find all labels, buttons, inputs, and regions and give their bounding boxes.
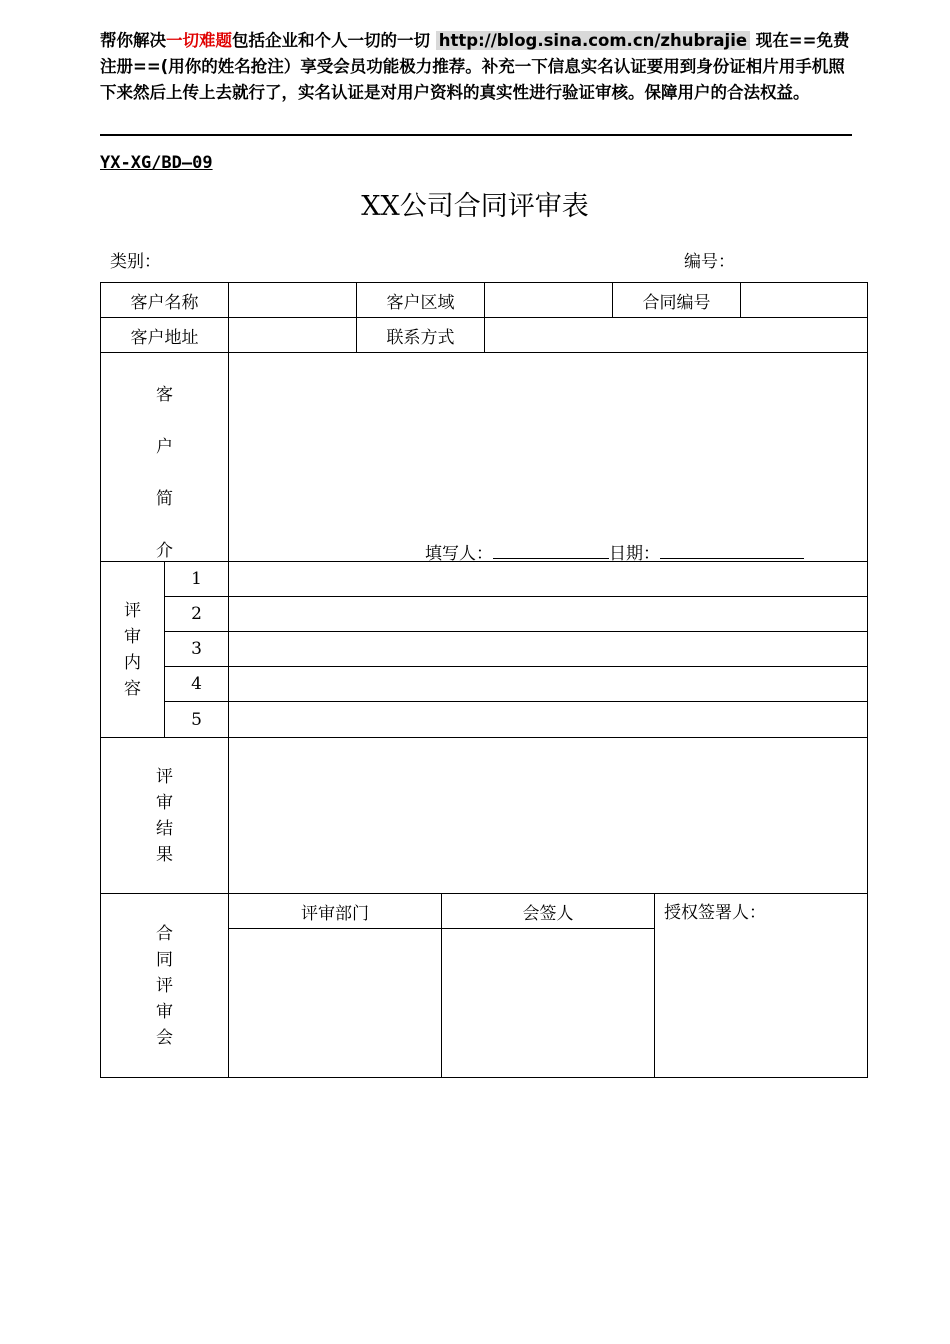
promo-header	[100, 28, 852, 106]
review-content-char: 审	[124, 626, 141, 647]
date-label: 日期：	[609, 544, 660, 564]
customer-profile-field[interactable]	[228, 352, 868, 562]
review-item-field[interactable]	[228, 561, 868, 597]
contract-review-char: 会	[156, 1027, 173, 1048]
contract-no-label: 合同编号	[612, 282, 741, 318]
contract-review-char: 合	[156, 923, 173, 944]
customer-address-field[interactable]	[228, 317, 357, 353]
review-result-char: 结	[156, 818, 173, 839]
review-content-char: 评	[124, 600, 141, 621]
customer-profile-label	[100, 352, 229, 562]
review-result-label	[100, 737, 229, 894]
review-item-number: 5	[164, 701, 229, 738]
review-dept-field[interactable]	[228, 928, 442, 1078]
promo-text-2: 包括企业和个人一切的一切	[232, 31, 436, 50]
review-result-char: 审	[156, 792, 173, 813]
review-result-field[interactable]	[228, 737, 868, 894]
review-item-number: 3	[164, 631, 229, 667]
filler-label: 填写人：	[425, 544, 493, 564]
review-item-field[interactable]	[228, 666, 868, 702]
contact-label: 联系方式	[356, 317, 485, 353]
review-result-char: 果	[156, 844, 173, 865]
promo-text-3: 现在==免费注册==(用你的姓名抢注）享受会员功能极力推荐。补充一下信息实名认证要用到身份证相片用手机照下来然后上传上去就行了，实名认证是对用户资料的真实性进行验证审核。保障用户的合法权益。	[100, 31, 850, 102]
profile-char: 客	[156, 385, 173, 405]
date-blank[interactable]	[660, 542, 804, 559]
authorized-signer-field[interactable]	[654, 893, 868, 1078]
review-item-field[interactable]	[228, 596, 868, 632]
review-content-label	[100, 561, 165, 738]
review-item-field[interactable]	[228, 631, 868, 667]
review-item-number: 4	[164, 666, 229, 702]
contract-review-label	[100, 893, 229, 1078]
review-dept-header: 评审部门	[228, 893, 442, 929]
cosign-header: 会签人	[441, 893, 655, 929]
promo-highlight: 一切难题	[166, 31, 232, 50]
promo-link[interactable]: http://blog.sina.com.cn/zhubrajie	[436, 31, 750, 50]
contract-no-field[interactable]	[740, 282, 868, 318]
contact-field[interactable]	[484, 317, 868, 353]
number-label: 编号：	[684, 252, 735, 272]
cosign-field[interactable]	[441, 928, 655, 1078]
promo-text-1: 帮你解决	[100, 31, 166, 50]
header-divider	[100, 134, 852, 136]
contract-review-char: 评	[156, 975, 173, 996]
category-label: 类别：	[110, 252, 161, 272]
review-result-char: 评	[156, 766, 173, 787]
customer-region-label: 客户区域	[356, 282, 485, 318]
authorized-signer-label: 授权签署人：	[664, 903, 766, 923]
contract-review-char: 同	[156, 949, 173, 970]
customer-name-label: 客户名称	[100, 282, 229, 318]
customer-name-field[interactable]	[228, 282, 357, 318]
contract-review-char: 审	[156, 1001, 173, 1022]
profile-char: 介	[156, 541, 173, 561]
profile-char: 户	[156, 437, 173, 457]
customer-region-field[interactable]	[484, 282, 613, 318]
review-item-field[interactable]	[228, 701, 868, 738]
profile-char: 简	[156, 489, 173, 509]
review-item-number: 1	[164, 561, 229, 597]
review-item-number: 2	[164, 596, 229, 632]
customer-address-label: 客户地址	[100, 317, 229, 353]
filler-blank[interactable]	[493, 542, 609, 559]
review-content-char: 容	[124, 678, 141, 699]
form-title: XX公司合同评审表	[361, 191, 589, 222]
document-code: YX-XG/BD—09	[100, 153, 213, 173]
review-content-char: 内	[124, 652, 141, 673]
